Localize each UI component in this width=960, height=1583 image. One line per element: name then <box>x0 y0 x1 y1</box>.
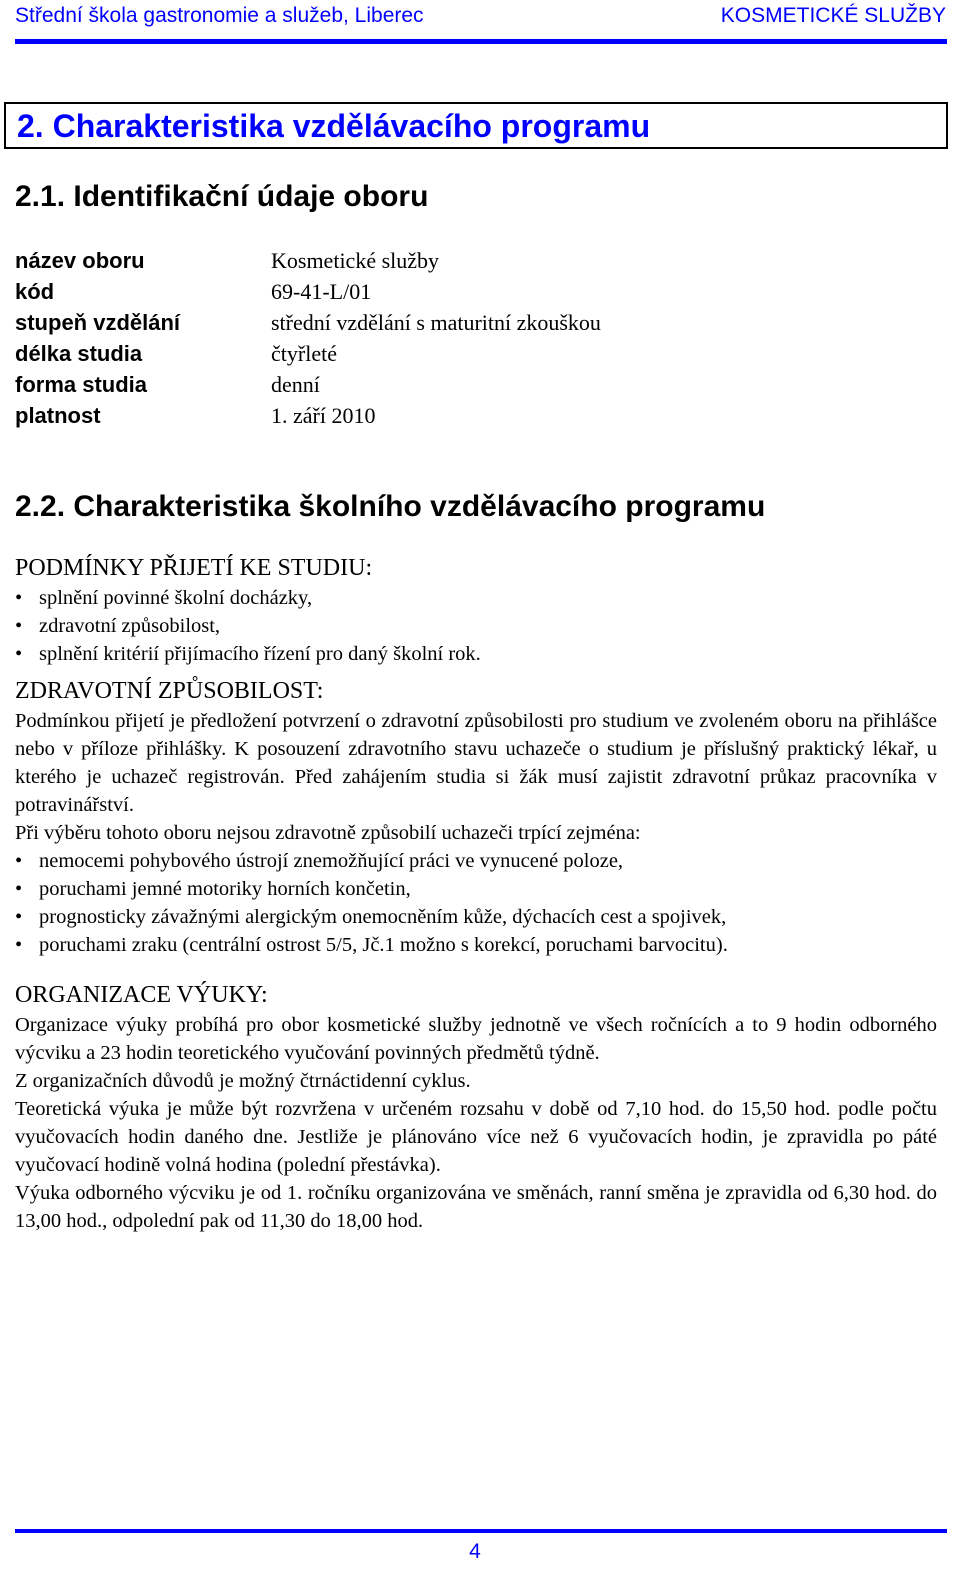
footer-rule <box>15 1529 947 1533</box>
organization-paragraph: Organizace výuky probíhá pro obor kosmetické služby jednotně ve všech ročnících a to 9 hodin odborného výcviku a 23 hodin teoretického vyučování povinných předmětů týdně. <box>15 1014 937 1064</box>
id-value: 69-41-L/01 <box>271 279 372 304</box>
health-list <box>15 847 937 959</box>
list-item: • splnění povinné školní docházky, <box>15 584 937 612</box>
list-item: • poruchami jemné motoriky horních končetin, <box>15 875 937 903</box>
header-rule <box>15 39 947 44</box>
id-row <box>15 307 715 338</box>
page-header <box>0 0 960 40</box>
health-paragraph: Podmínkou přijetí je předložení potvrzení o zdravotní způsobilosti pro studium ve zvoleném oboru na přihlášce nebo v příloze přihlášky. K posouzení zdravotního stavu uchazeče o studium je příslušný praktický lékař, u kterého je uchazeč registrován. Před zahájením studia si žák musí zajistit zdravotní průkaz pracovníka v potravinářství. <box>15 710 937 816</box>
health-intro: Při výběru tohoto oboru nejsou zdravotně způsobilí uchazeči trpící zejména: <box>15 822 641 844</box>
id-label: stupeň vzdělání <box>15 310 181 335</box>
id-label: platnost <box>15 403 101 428</box>
admission-list <box>15 584 937 668</box>
section-content <box>15 552 937 1235</box>
bullet-icon: • <box>15 643 23 665</box>
id-row <box>15 338 715 369</box>
page-number: 4 <box>469 1540 481 1563</box>
bullet-icon: • <box>15 615 23 637</box>
organization-paragraph: Teoretická výuka je může být rozvržena v určeném rozsahu v době od 7,10 hod. do 15,50 hod. podle počtu vyučovacích hodin daného dne. Jestliže je plánováno více než 6 vyučovacích hodin, je zpravidla po páté vyučovací hodině volná hodina (polední přestávka). <box>15 1098 937 1176</box>
identification-table <box>15 245 715 431</box>
organization-heading: ORGANIZACE VÝUKY: <box>15 982 268 1008</box>
id-value: denní <box>271 372 320 397</box>
admission-heading: PODMÍNKY PŘIJETÍ KE STUDIU: <box>15 555 373 581</box>
list-item: • nemocemi pohybového ústrojí znemožňující práci ve vynucené poloze, <box>15 847 937 875</box>
bullet-icon: • <box>15 878 23 900</box>
field-name: KOSMETICKÉ SLUŽBY <box>720 4 946 27</box>
id-row <box>15 276 715 307</box>
id-row <box>15 369 715 400</box>
id-value: střední vzdělání s maturitní zkouškou <box>271 310 601 335</box>
section-title-identification: 2.1. Identifikační údaje oboru <box>15 180 429 213</box>
id-row <box>15 400 715 431</box>
id-value: Kosmetické služby <box>271 248 440 273</box>
chapter-title: 2. Charakteristika vzdělávacího programu <box>17 108 651 144</box>
list-item: • zdravotní způsobilost, <box>15 612 937 640</box>
bullet-icon: • <box>15 587 23 609</box>
school-name: Střední škola gastronomie a služeb, Liberec <box>15 4 424 27</box>
bullet-icon: • <box>15 934 23 956</box>
id-label: forma studia <box>15 372 148 397</box>
list-item: • splnění kritérií přijímacího řízení pro daný školní rok. <box>15 640 937 668</box>
list-item: • poruchami zraku (centrální ostrost 5/5, Jč.1 možno s korekcí, poruchami barvocitu). <box>15 931 937 959</box>
id-label: délka studia <box>15 341 143 366</box>
bullet-icon: • <box>15 850 23 872</box>
organization-paragraph: Výuka odborného výcviku je od 1. ročníku organizována ve směnách, ranní směna je zpravidla od 6,30 hod. do 13,00 hod., odpolední pak od 11,30 do 18,00 hod. <box>15 1182 937 1232</box>
id-label: kód <box>15 279 55 304</box>
organization-paragraph: Z organizačních důvodů je možný čtrnáctidenní cyklus. <box>15 1070 471 1092</box>
health-heading: ZDRAVOTNÍ ZPŮSOBILOST: <box>15 678 324 704</box>
chapter-title-box <box>4 102 948 149</box>
id-value: čtyřleté <box>271 341 337 366</box>
list-item: • prognosticky závažnými alergickým onemocněním kůže, dýchacích cest a spojivek, <box>15 903 937 931</box>
id-row <box>15 245 715 276</box>
id-label: název oboru <box>15 248 145 273</box>
section-title-characteristics: 2.2. Charakteristika školního vzdělávacího programu <box>15 490 766 523</box>
bullet-icon: • <box>15 906 23 928</box>
id-value: 1. září 2010 <box>271 403 376 428</box>
